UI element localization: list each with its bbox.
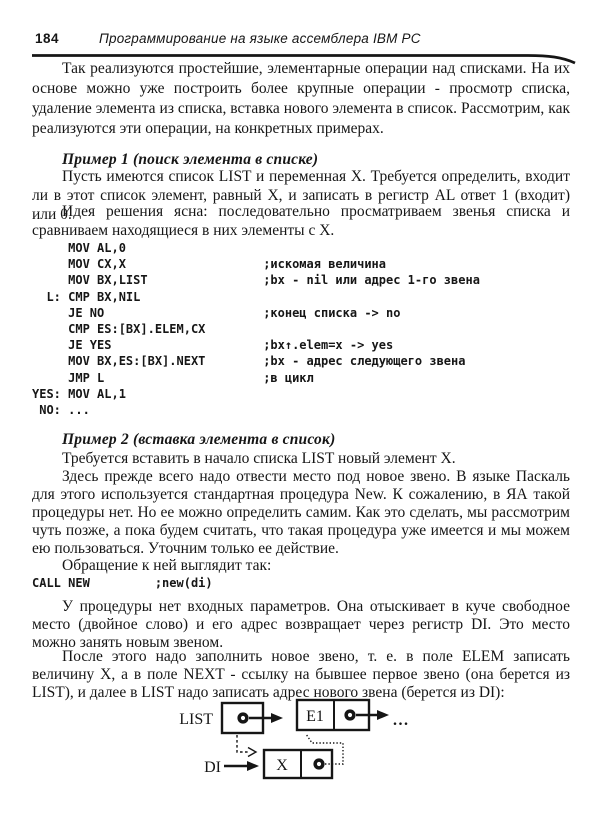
code-line: MOV AL,0 [32,241,126,255]
call-new-code [32,575,592,591]
code-line: MOV CX,X ;искомая величина [32,257,387,272]
linked-list-diagram [0,696,600,791]
example2-paragraph1: Требуется вставить в начало списка LIST новый элемент X. [62,450,456,467]
code-line: CMP ES:[BX].ELEM,CX [32,322,206,337]
assembly-code-listing [32,240,592,418]
list-update-dashed-arrow [237,735,248,752]
example1-paragraph2: Идея решения ясна: последовательно просматриваем звенья списка и сравниваем находящиеся в них элементы с X. [32,203,570,239]
example1-heading: Пример 1 (поиск элемента в списке) [62,151,319,168]
running-title: Программирование на языке ассемблера IBM PC [99,31,421,46]
code-line: CALL NEW ;new(di) [32,576,213,590]
example2-paragraph5: После этого надо заполнить новое звено, т. е. в поле ELEM записать величину X, а в поле NEXT - ссылку на бывшее первое звено (она берется из LIST), и далее в LIST надо записать адрес нового звена (берется из DI): [32,648,570,701]
example2-paragraph4: У процедуры нет входных параметров. Она отыскивает в куче свободное место (двойное слово) и его адрес возвращает через регистр DI. Это место можно занять новым звеном. [32,598,570,651]
code-line: JE NO ;конец списка -> no [32,305,401,320]
code-line: JE YES ;bx↑.elem=x -> yes [32,338,394,353]
list-label: LIST [179,711,213,728]
code-line: NO: ... [32,403,90,418]
code-line: L: CMP BX,NIL [32,289,141,304]
example2-paragraph3: Обращение к ней выглядит так: [62,557,272,574]
di-label: DI [204,759,221,776]
new-link-elem-cell: X [276,757,288,774]
example2-heading: Пример 2 (вставка элемента в список) [62,431,336,448]
page-header [35,31,572,46]
page-number: 184 [35,31,60,46]
code-line: JMP L ;в цикл [32,370,314,385]
example1-paragraph1: Пусть имеются список LIST и переменная X. Требуется определить, входит ли в этот список элемент, равный X, и записать в регистр AL ответ 1 (входит) или 0. [32,168,570,223]
code-line: MOV BX,LIST ;bx - nil или адрес 1-го звена [32,273,480,288]
code-line: MOV BX,ES:[BX].NEXT ;bx - адрес следующего звена [32,354,466,369]
first-link-elem-cell: E1 [306,708,324,725]
example2-paragraph2: Здесь прежде всего надо отвести место под новое звено. В языке Паскаль для этого используется стандартная процедура New. К сожалению, в ЯА такой процедуры нет. Но ее можно определить самим. Как это сделать, мы рассмотрим чуть позже, а пока будем считать, что такая процедура уже имеется и мы можем ею пользоваться. Уточним только ее действие. [32,468,570,557]
list-continues-ellipsis: ... [393,712,410,729]
code-line: YES: MOV AL,1 [32,386,126,401]
intro-paragraph: Так реализуются простейшие, элементарные операции над списками. На их основе можно уже построить более крупные операции - просмотр списка, удаление элемента из списка, вставка нового элемента в список. Рассмотрим, как реализуются эти операции, на конкретных примерах. [32,60,570,137]
